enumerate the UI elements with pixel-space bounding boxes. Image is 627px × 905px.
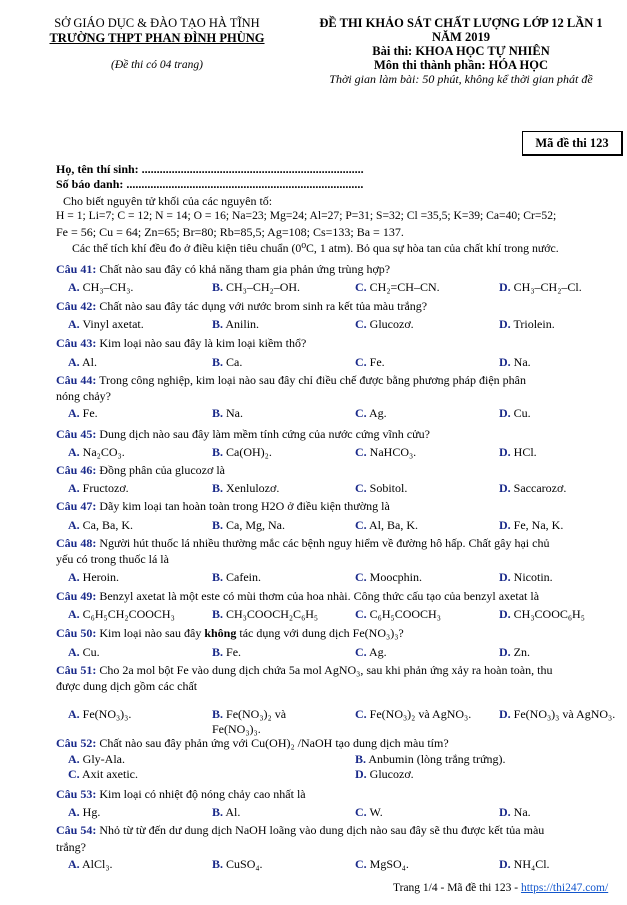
answer-option[interactable]	[68, 707, 131, 721]
option-text: Ca(OH)₂.	[226, 445, 272, 459]
question-number: Câu 47:	[56, 499, 97, 513]
answer-option[interactable]	[355, 570, 422, 584]
option-text: C₆H₅CH₂COOCH₃	[82, 607, 175, 621]
option-letter: C.	[355, 481, 367, 495]
header-right	[300, 16, 622, 86]
answer-option[interactable]	[355, 767, 414, 781]
answer-option[interactable]	[212, 317, 259, 331]
question-text	[56, 823, 624, 837]
option-text: AlCl₃.	[82, 857, 113, 871]
answer-option[interactable]	[355, 355, 385, 369]
option-text: Ca, Ba, K.	[82, 518, 133, 532]
question-number: Câu 48:	[56, 536, 97, 550]
question-text	[56, 663, 624, 677]
option-letter: D.	[499, 570, 511, 584]
answer-option[interactable]	[499, 406, 531, 420]
option-text: Glucozơ.	[369, 767, 414, 781]
option-letter: B.	[212, 805, 224, 819]
answer-option[interactable]	[499, 481, 566, 495]
question-text-part: Kim loại nào sau đây	[99, 626, 205, 640]
option-text: Nicotin.	[513, 570, 553, 584]
exam-name: Bài thi: KHOA HỌC TỰ NHIÊN	[372, 44, 550, 58]
option-text: Xenlulozơ.	[226, 481, 280, 495]
option-text: Fe(NO₃)₃.	[82, 707, 132, 721]
atomic-mass-line-2: Fe = 56; Cu = 64; Zn=65; Br=80; Rb=85,5; Ag=108; Cs=133; Ba = 137.	[56, 225, 404, 239]
question-text-emphasis: không	[204, 626, 237, 640]
option-letter: C.	[355, 280, 367, 294]
option-letter: C.	[355, 707, 367, 721]
question-text	[56, 536, 624, 550]
question-stem: Benzyl axetat là một este có mùi thơm của hoa nhài. Công thức cấu tạo của benzyl axetat là	[99, 589, 540, 603]
school-name: TRƯỜNG THPT PHAN ĐÌNH PHÙNG	[49, 31, 265, 45]
option-text: Cu.	[513, 406, 531, 420]
option-text: Fe.	[82, 406, 98, 420]
option-letter: C.	[355, 645, 367, 659]
question-number: Câu 49:	[56, 589, 97, 603]
answer-option[interactable]	[212, 406, 243, 420]
question-number: Câu 44:	[56, 373, 97, 387]
question-stem: Chất nào sau đây tác dụng với nước brom sinh ra kết tủa màu trắng?	[99, 299, 428, 313]
answer-option[interactable]	[68, 355, 97, 369]
option-letter: A.	[68, 645, 80, 659]
answer-option[interactable]	[212, 481, 279, 495]
option-text: Anilin.	[225, 317, 260, 331]
answer-option[interactable]	[355, 805, 383, 819]
question-text	[56, 373, 624, 387]
question-stem: Kim loại nào sau đây là kim loại kiềm thổ?	[99, 336, 307, 350]
atomic-mass-title: Cho biết nguyên tử khối của các nguyên tố:	[63, 194, 273, 208]
question-number: Câu 54:	[56, 823, 97, 837]
option-letter: A.	[68, 607, 80, 621]
option-letter: C.	[355, 607, 367, 621]
option-letter: D.	[499, 645, 511, 659]
answer-option[interactable]	[355, 280, 440, 294]
option-text: Na.	[226, 406, 244, 420]
answer-option[interactable]	[355, 481, 407, 495]
answer-option[interactable]	[499, 645, 530, 659]
question-number: Câu 51:	[56, 663, 97, 677]
answer-option[interactable]	[212, 570, 261, 584]
answer-option[interactable]	[212, 518, 285, 532]
option-letter: D.	[355, 767, 367, 781]
answer-option[interactable]	[355, 607, 441, 621]
answer-option[interactable]	[499, 355, 531, 369]
option-text: HCl.	[513, 445, 537, 459]
exam-title: ĐỀ THI KHẢO SÁT CHẤT LƯỢNG LỚP 12 LẦN 1	[319, 16, 603, 30]
option-text: Ag.	[369, 406, 387, 420]
option-letter: A.	[68, 355, 80, 369]
question-stem: Dung dịch nào sau đây làm mềm tính cứng của nước cứng vĩnh cửu?	[99, 427, 430, 441]
question-text-continued: yếu có trong thuốc lá là	[56, 552, 169, 566]
footer-link[interactable]: https://thi247.com/	[520, 882, 609, 894]
option-letter: D.	[499, 707, 511, 721]
atomic-mass-line-1: H = 1; Li=7; C = 12; N = 14; O = 16; Na=23; Mg=24; Al=27; P=31; S=32; Cl =35,5; K=39; Ca=40; Cr=52;	[56, 209, 557, 222]
option-text: NH₄Cl.	[513, 857, 550, 871]
option-letter: D.	[499, 317, 511, 331]
answer-option[interactable]	[499, 518, 563, 532]
answer-option[interactable]	[68, 280, 133, 294]
option-letter: C.	[355, 317, 367, 331]
question-text	[56, 427, 624, 441]
option-text: Fe(NO₃)₃ và AgNO₃.	[513, 707, 616, 721]
option-text: Sobitol.	[369, 481, 408, 495]
option-letter: B.	[212, 445, 224, 459]
option-text: Al, Ba, K.	[369, 518, 419, 532]
option-text: Fe.	[369, 355, 385, 369]
answer-option[interactable]	[212, 857, 263, 871]
answer-option[interactable]	[499, 857, 550, 871]
option-text: CH₃COOCH₂C₆H₅	[226, 607, 319, 621]
question-text	[56, 626, 624, 640]
option-text: CH₂=CH–CN.	[369, 280, 440, 294]
option-text: W.	[369, 805, 383, 819]
option-text: Ca.	[226, 355, 243, 369]
question-text-part: tác dụng với dung dịch Fe(NO₃)₃?	[236, 626, 404, 640]
answer-option[interactable]	[212, 707, 286, 721]
exam-subject: Môn thi thành phần: HÓA HỌC	[373, 58, 548, 72]
option-letter: C.	[355, 570, 367, 584]
option-letter: A.	[68, 445, 80, 459]
option-text: Cafein.	[226, 570, 262, 584]
option-text: Cu.	[82, 645, 100, 659]
option-text: Hg.	[82, 805, 101, 819]
option-letter: D.	[499, 445, 511, 459]
question-text	[56, 299, 624, 313]
answer-option[interactable]	[68, 406, 98, 420]
option-letter: A.	[68, 518, 80, 532]
question-stem: Dãy kim loại tan hoàn toàn trong H2O ở điều kiện thường là	[99, 499, 390, 513]
answer-option[interactable]	[212, 355, 242, 369]
question-text	[56, 787, 624, 801]
option-text: Fe(NO₃)₂ và	[226, 707, 287, 721]
answer-option[interactable]	[212, 645, 241, 659]
option-letter: D.	[499, 805, 511, 819]
answer-option[interactable]	[68, 607, 175, 621]
question-text	[56, 589, 624, 603]
question-text	[56, 262, 624, 276]
answer-option[interactable]	[499, 607, 585, 621]
option-text: Glucozơ.	[369, 317, 414, 331]
option-letter: B.	[212, 406, 224, 420]
option-letter: A.	[68, 317, 80, 331]
exam-time: Thời gian làm bài: 50 phút, không kể thời gian phát đề	[329, 72, 593, 86]
page-footer	[393, 882, 608, 894]
option-letter: B.	[212, 317, 224, 331]
gas-condition-note: Các thể tích khí đều đo ở điều kiện tiêu chuẩn (0⁰C, 1 atm). Bỏ qua sự hòa tan của chất khí trong nước.	[72, 241, 559, 255]
answer-option[interactable]	[499, 707, 615, 721]
option-letter: D.	[499, 481, 511, 495]
option-letter: A.	[68, 707, 80, 721]
question-text	[56, 736, 624, 750]
question-number: Câu 42:	[56, 299, 97, 313]
option-letter: B.	[212, 607, 224, 621]
answer-option[interactable]	[499, 280, 582, 294]
option-letter: B.	[212, 481, 224, 495]
answer-option[interactable]	[68, 645, 100, 659]
option-text: Al.	[82, 355, 98, 369]
option-letter: B.	[212, 518, 224, 532]
student-id-field: Số báo danh: ...............................................................................	[56, 177, 364, 191]
option-text: CH₃–CH₂–Cl.	[513, 280, 582, 294]
answer-option[interactable]	[355, 857, 409, 871]
answer-option[interactable]	[68, 752, 125, 766]
option-text: Triolein.	[513, 317, 555, 331]
option-text: Ag.	[369, 645, 387, 659]
option-text: Na.	[513, 805, 531, 819]
option-text: MgSO₄.	[369, 857, 409, 871]
question-number: Câu 41:	[56, 262, 97, 276]
option-letter: D.	[499, 355, 511, 369]
option-letter: C.	[355, 857, 367, 871]
option-letter: C.	[355, 805, 367, 819]
option-letter: A.	[68, 481, 80, 495]
option-text: CH₃–CH₃.	[82, 280, 134, 294]
option-text: CH₃COOC₆H₅	[513, 607, 585, 621]
option-letter: C.	[68, 767, 80, 781]
answer-option[interactable]	[68, 570, 119, 584]
option-letter: D.	[499, 280, 511, 294]
question-number: Câu 53:	[56, 787, 97, 801]
question-stem: Đồng phân của glucozơ là	[99, 463, 225, 477]
answer-option[interactable]	[68, 317, 144, 331]
option-text: Moocphin.	[369, 570, 423, 584]
answer-option[interactable]	[355, 445, 416, 459]
question-text	[56, 499, 624, 513]
answer-option[interactable]	[212, 280, 300, 294]
student-name-field: Họ, tên thí sinh: ..........................................................................	[56, 162, 364, 176]
option-text: Ca, Mg, Na.	[226, 518, 286, 532]
option-text: Vinyl axetat.	[82, 317, 144, 331]
answer-option[interactable]	[68, 445, 125, 459]
option-text: Fe.	[226, 645, 242, 659]
answer-option[interactable]	[499, 317, 555, 331]
answer-option[interactable]	[68, 518, 133, 532]
question-number: Câu 50:	[56, 626, 97, 640]
option-letter: A.	[68, 857, 80, 871]
page-count: (Đề thi có 04 trang)	[111, 59, 203, 71]
option-text: CH₃–CH₂–OH.	[226, 280, 301, 294]
footer-text: Trang 1/4 - Mã đề thi 123 -	[393, 882, 521, 894]
answer-option[interactable]	[68, 481, 129, 495]
option-text: NaHCO₃.	[369, 445, 417, 459]
question-number: Câu 43:	[56, 336, 97, 350]
question-stem: Trong công nghiệp, kim loại nào sau đây chỉ điều chế được bằng phương pháp điện phân	[99, 373, 526, 387]
option-text: Axit axetic.	[82, 767, 138, 781]
question-text-continued: trắng?	[56, 840, 86, 854]
question-stem: Kim loại có nhiệt độ nóng chảy cao nhất là	[99, 787, 306, 801]
question-number: Câu 45:	[56, 427, 97, 441]
option-letter: A.	[68, 752, 80, 766]
option-text: Gly-Ala.	[82, 752, 125, 766]
header-left	[12, 16, 302, 73]
option-letter: B.	[212, 280, 224, 294]
question-text-continued: nóng chảy?	[56, 389, 111, 403]
option-letter: C.	[355, 445, 367, 459]
question-number: Câu 52:	[56, 736, 97, 750]
option-letter: C.	[355, 355, 367, 369]
option-letter: B.	[212, 857, 224, 871]
question-stem: Nhỏ từ từ đến dư dung dịch NaOH loãng vào dung dịch nào sau đây sẽ thu được kết tủa màu	[99, 823, 545, 837]
question-text	[56, 463, 624, 477]
option-text: Al.	[225, 805, 241, 819]
answer-option-continued: Fe(NO₃)₃.	[212, 722, 261, 736]
option-letter: D.	[499, 607, 511, 621]
question-stem: Người hút thuốc lá nhiều thường mắc các bệnh nguy hiểm về đường hô hấp. Chất gây hại chủ	[99, 536, 550, 550]
answer-option[interactable]	[355, 518, 418, 532]
option-letter: A.	[68, 280, 80, 294]
answer-option[interactable]	[355, 317, 414, 331]
answer-option[interactable]	[355, 752, 506, 766]
question-text-continued: được dung dịch gồm các chất	[56, 679, 198, 693]
option-letter: A.	[68, 805, 80, 819]
answer-option[interactable]	[212, 607, 318, 621]
department: SỞ GIÁO DỤC & ĐÀO TẠO HÀ TĨNH	[54, 16, 260, 30]
option-letter: B.	[355, 752, 367, 766]
question-number: Câu 46:	[56, 463, 97, 477]
option-text: Saccarozơ.	[513, 481, 567, 495]
question-stem: Chất nào sau đây có khả năng tham gia phản ứng trùng hợp?	[99, 262, 391, 276]
option-text: Anbumin (lòng trắng trứng).	[368, 752, 506, 766]
option-letter: A.	[68, 570, 80, 584]
option-text: CuSO₄.	[226, 857, 263, 871]
question-stem: Chất nào sau đây phản ứng với Cu(OH)₂ /NaOH tạo dung dịch màu tím?	[99, 736, 449, 750]
option-text: Fructozơ.	[82, 481, 129, 495]
option-letter: B.	[212, 355, 224, 369]
option-text: Zn.	[513, 645, 531, 659]
answer-option[interactable]	[499, 570, 553, 584]
exam-year: NĂM 2019	[432, 30, 490, 44]
answer-option[interactable]	[68, 767, 138, 781]
answer-option[interactable]	[499, 805, 531, 819]
option-letter: B.	[212, 570, 224, 584]
option-letter: D.	[499, 406, 511, 420]
option-letter: B.	[212, 707, 224, 721]
exam-code-box: Mã đề thi 123	[522, 131, 623, 156]
answer-option[interactable]	[355, 707, 471, 721]
answer-option[interactable]	[212, 445, 272, 459]
option-letter: D.	[499, 857, 511, 871]
answer-option[interactable]	[499, 445, 537, 459]
answer-option[interactable]	[68, 857, 113, 871]
question-stem: Cho 2a mol bột Fe vào dung dịch chứa 5a mol AgNO₃, sau khi phản ứng xảy ra hoàn toàn, thu	[99, 663, 553, 677]
option-text: C₆H₅COOCH₃	[369, 607, 441, 621]
option-text: Fe, Na, K.	[513, 518, 564, 532]
option-text: Na.	[513, 355, 531, 369]
option-text: Fe(NO₃)₂ và AgNO₃.	[369, 707, 472, 721]
answer-option[interactable]	[355, 645, 387, 659]
option-letter: A.	[68, 406, 80, 420]
answer-option[interactable]	[68, 805, 100, 819]
option-text: Na₂CO₃.	[82, 445, 125, 459]
option-letter: C.	[355, 518, 367, 532]
question-text	[56, 336, 624, 350]
option-letter: B.	[212, 645, 224, 659]
answer-option[interactable]	[212, 805, 240, 819]
option-text: Heroin.	[82, 570, 119, 584]
answer-option[interactable]	[355, 406, 387, 420]
option-letter: D.	[499, 518, 511, 532]
option-letter: C.	[355, 406, 367, 420]
